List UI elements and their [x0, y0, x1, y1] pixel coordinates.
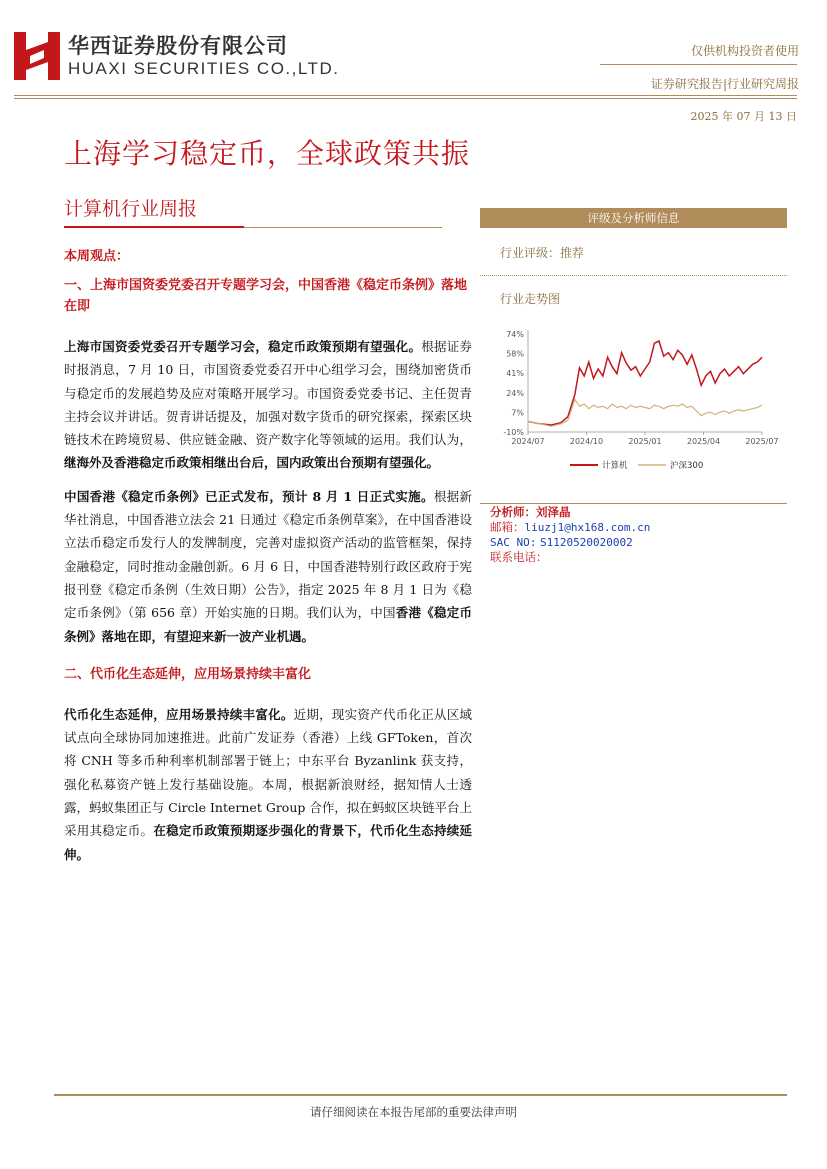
trend-chart — [490, 322, 787, 480]
legend-label: 计算机 — [602, 461, 628, 471]
audience-note: 仅供机构投资者使用 — [690, 44, 799, 58]
x-tick-label: 2024/10 — [569, 437, 604, 446]
sac-number: S1120520020002 — [540, 536, 633, 549]
p2-conclusion: 香港《稳定币条例》落地在即，有望迎来新一波产业机遇。 — [64, 605, 472, 644]
p1-conclusion: 继海外及香港稳定币政策相继出台后，国内政策出台预期有望强化。 — [64, 455, 440, 471]
report-subtitle: 计算机行业周报 — [64, 198, 198, 220]
p3-lead: 代币化生态延伸，应用场景持续丰富化。 — [64, 706, 294, 722]
x-tick-label: 2024/07 — [511, 437, 545, 446]
paragraph-3 — [64, 703, 472, 866]
y-tick-label: 58% — [506, 349, 524, 359]
x-tick-label: 2025/01 — [628, 437, 662, 446]
analyst-email[interactable]: liuzj1@hx168.com.cn — [524, 521, 651, 534]
phone-label: 联系电话： — [490, 550, 548, 564]
company-name-cn: 华西证券股份有限公司 — [68, 34, 288, 58]
p3-conclusion: 在稳定币政策预期逐步强化的背景下，代币化生态持续延伸。 — [64, 823, 472, 862]
company-name-en: HUAXI SECURITIES CO.,LTD. — [68, 59, 340, 78]
y-tick-label: 74% — [506, 330, 524, 339]
section-2-heading: 二、代币化生态延伸，应用场景持续丰富化 — [64, 666, 312, 682]
company-logo-icon — [14, 32, 60, 80]
report-type-a: 证券研究报告 — [650, 77, 723, 91]
series-line-csi300 — [528, 399, 762, 426]
analyst-name: 分析师：刘泽晶 — [490, 505, 571, 519]
header-double-rule — [14, 95, 797, 99]
y-tick-label: -10% — [503, 428, 524, 437]
p2-text: 根据新华社消息，中国香港立法会 21 日通过《稳定币条例草案》，在中国香港设立法币稳定币发行人的发牌制度，完善对虚拟资产活动的监管框架，保持金融稳定，同时推动金融创新。6 月 6 日，中国香港特别行政区政府于宪报刊登《稳定币条例（生效日期）公告》，指定 2025 年 8 月 1 日为《稳定币条例》（第 656 章）开始实施的日期。我们认为，中国 — [64, 488, 472, 621]
p3-text: 近期，现实资产代币化正从区域试点向全球协同加速推进。此前广发证券（香港）上线 GFToken，首次将 CNH 等多币种利率机制部署于链上；中东平台 Byzanlink 获支持，强化私募资产链上发行基础设施。本周，根据新浪财经，据知情人士透露，蚂蚁集团正与 Circle Internet Group 合作，拟在蚂蚁区块链平台上采用其稳定币。 — [64, 706, 472, 839]
sac-label: SAC NO: — [490, 536, 537, 549]
paragraph-2 — [64, 485, 472, 648]
analyst-block — [490, 505, 650, 565]
sidebar — [480, 208, 787, 307]
legend-label: 沪深300 — [670, 461, 704, 471]
report-type-b: 行业研究周报 — [726, 77, 799, 91]
x-tick-label: 2025/04 — [686, 437, 721, 446]
report-title: 上海学习稳定币，全球政策共振 — [64, 137, 471, 170]
x-tick-label: 2025/07 — [745, 437, 779, 446]
report-type — [651, 75, 799, 92]
y-tick-label: 7% — [511, 408, 524, 418]
section-1-heading: 一、上海市国资委党委召开专题学习会，中国香港《稳定币条例》落地在即 — [64, 278, 468, 314]
p2-lead: 中国香港《稳定币条例》已正式发布，预计 8 月 1 日正式实施。 — [64, 488, 434, 504]
footer-disclaimer: 请仔细阅读在本报告尾部的重要法律声明 — [310, 1105, 517, 1119]
y-tick-label: 41% — [506, 369, 524, 379]
industry-rating: 行业评级：推荐 — [500, 246, 585, 260]
sidebar-header: 评级及分析师信息 — [480, 208, 787, 228]
email-label: 邮箱： — [490, 520, 525, 534]
footer-rule — [54, 1094, 787, 1096]
y-tick-label: 24% — [506, 388, 524, 398]
trend-label: 行业走势图 — [500, 292, 561, 306]
analyst-rule — [480, 503, 787, 504]
subtitle-rule-red — [64, 226, 244, 228]
rating-rule — [480, 275, 787, 276]
p1-lead: 上海市国资委党委召开专题学习会，稳定币政策预期有望强化。 — [64, 339, 422, 354]
report-date: 2025 年 07 月 13 日 — [690, 110, 797, 123]
p1-text: 根据证券时报消息，7 月 10 日，市国资委党委召开中心组学习会，围绕加密货币与稳定币的发展趋势及应对策略开展学习。市国资委党委书记、主任贺青主持会议并讲话。贺青讲话提及，加强对数字货币的研究探索，探索区块链技术在跨境贸易、供应链金融、资产数字化等领域的运用。我们认为， — [64, 339, 472, 448]
report-type-sep: | — [722, 77, 727, 91]
view-label: 本周观点： — [64, 249, 130, 264]
subtitle-rule-gold — [244, 227, 442, 228]
header-rule — [600, 64, 797, 65]
paragraph-1 — [64, 335, 472, 475]
main-body — [64, 246, 472, 866]
